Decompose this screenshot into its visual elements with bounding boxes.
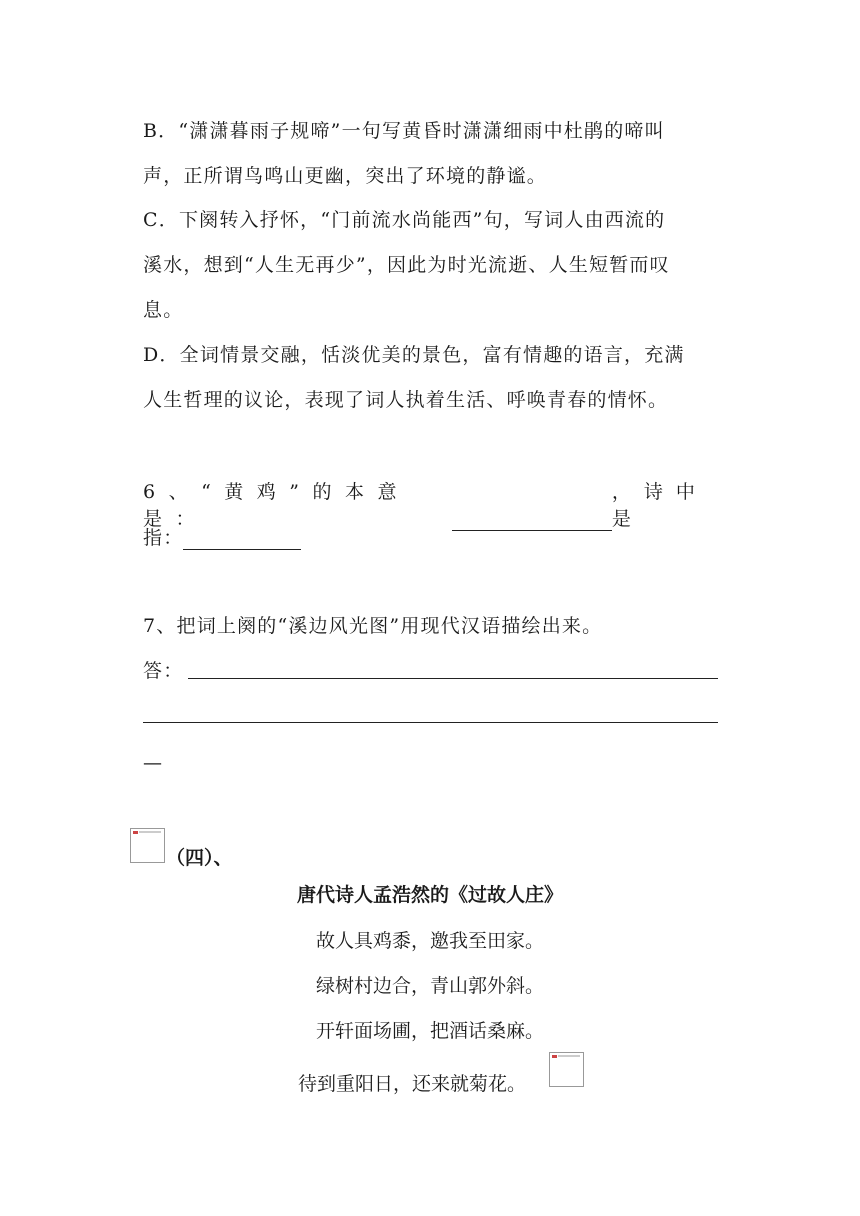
option-c-line-1: C．下阕转入抒怀，“门前流水尚能西”句，写词人由西流的 bbox=[143, 209, 666, 231]
poem-line-3: 开轩面场圃，把酒话桑麻。 bbox=[315, 1020, 544, 1042]
option-b-line-1: B．“潇潇暮雨子规啼”一句写黄昏时潇潇细雨中杜鹃的啼叫 bbox=[143, 120, 665, 142]
question-6-text-2: ，诗中是 bbox=[611, 481, 708, 530]
question-7: 7、把词上阕的“溪边风光图”用现代汉语描绘出来。 bbox=[143, 615, 603, 637]
answer-label: 答： bbox=[143, 660, 184, 682]
question-6-text-3: 指： bbox=[143, 527, 184, 549]
option-d-line-1: D．全词情景交融，恬淡优美的景色，富有情趣的语言，充满 bbox=[143, 344, 685, 366]
answer-line-3[interactable]: — bbox=[143, 752, 164, 774]
answer-blank-referent[interactable] bbox=[183, 527, 301, 550]
section-heading: （四）、 bbox=[166, 847, 233, 869]
poem-line-4: 待到重阳日，还来就菊花。 bbox=[297, 1073, 526, 1095]
option-c-line-2: 溪水，想到“人生无再少”，因此为时光流逝、人生短暂而叹 bbox=[143, 254, 670, 276]
answer-line-1[interactable] bbox=[188, 678, 718, 679]
poem-line-1: 故人具鸡黍，邀我至田家。 bbox=[315, 930, 544, 952]
poem-title: 唐代诗人孟浩然的《过故人庄》 bbox=[296, 884, 563, 906]
answer-blank-meaning[interactable] bbox=[452, 508, 612, 531]
question-6-line-2 bbox=[143, 523, 301, 550]
poem-line-2: 绿树村边合，青山郭外斜。 bbox=[315, 975, 544, 997]
embedded-image-placeholder-2 bbox=[549, 1052, 584, 1087]
embedded-image-placeholder bbox=[130, 828, 165, 863]
option-d-line-2: 人生哲理的议论，表现了词人执着生活、呼唤青春的情怀。 bbox=[143, 389, 669, 411]
question-6-text: 6、“黄鸡”的本意是： bbox=[143, 481, 411, 530]
option-b-line-2: 声，正所谓鸟鸣山更幽，突出了环境的静谧。 bbox=[143, 165, 548, 187]
answer-line-2[interactable] bbox=[143, 722, 718, 723]
option-c-line-3: 息。 bbox=[143, 299, 184, 321]
